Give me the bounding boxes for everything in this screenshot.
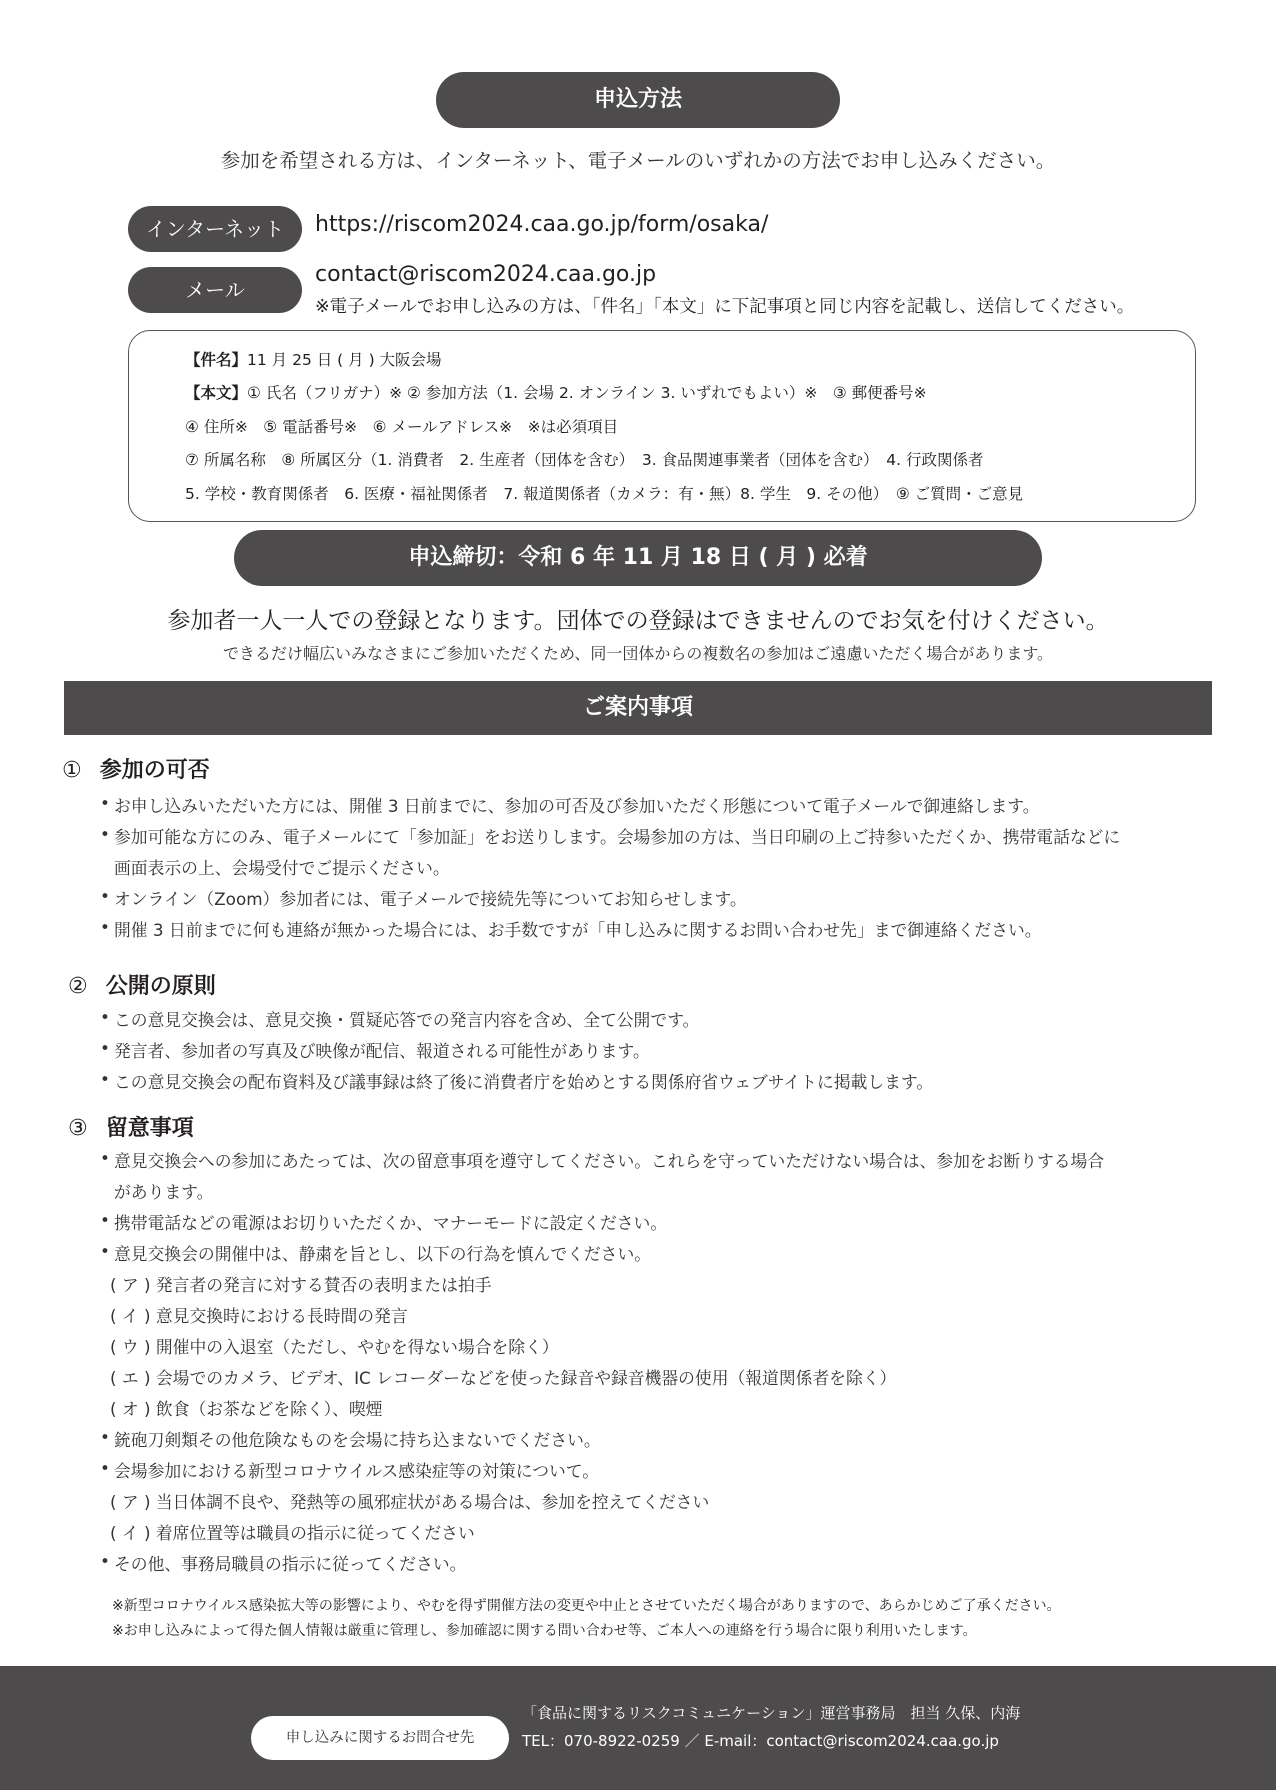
- deadline-banner: 申込締切：令和 6 年 11 月 18 日 ( 月 ) 必着: [234, 530, 1042, 586]
- subject-value: 11 月 25 日 ( 月 ) 大阪会場: [247, 351, 442, 369]
- list-item: • 開催 3 日前までに何も連絡が無かった場合には、お手数ですが「申し込みに関するお問い合わせ先」まで御連絡ください。: [100, 917, 1042, 940]
- list-item-continuation: 画面表示の上、会場受付でご提示ください。: [114, 858, 450, 878]
- list-item: • お申し込みいただいた方には、開催 3 日前までに、参加の可否及び参加いただく形態について電子メールで御連絡します。: [100, 793, 1040, 816]
- body-line-1: [185, 381, 927, 403]
- sub-item: ( ア ) 当日体調不良や、発熱等の風邪症状がある場合は、参加を控えてください: [110, 1492, 710, 1512]
- body-line-2: ④ 住所※ ⑤ 電話番号※ ⑥ メールアドレス※ ※は必須項目: [185, 418, 619, 436]
- body-line-3: ⑦ 所属名称 ⑧ 所属区分（1. 消費者 2. 生産者（団体を含む） 3. 食品関連事業者（団体を含む） 4. 行政関係者: [185, 451, 984, 469]
- sub-item: ( イ ) 意見交換時における長時間の発言: [110, 1306, 408, 1326]
- application-method-title: 申込方法: [436, 72, 840, 128]
- register-note: 参加者一人一人での登録となります。団体での登録はできませんのでお気を付けください。: [167, 608, 1109, 634]
- section-number: ②: [68, 974, 88, 999]
- section-heading-disclosure: [68, 969, 216, 1000]
- list-item: • 参加可能な方にのみ、電子メールにて「参加証」をお送りします。会場参加の方は、当日印刷の上ご持参いただくか、携帯電話などに: [100, 824, 1121, 847]
- list-item: • 会場参加における新型コロナウイルス感染症等の対策について。: [100, 1458, 599, 1481]
- footnote: ※新型コロナウイルス感染拡大等の影響により、やむを得ず開催方法の変更や中止とさせていただく場合がありますので、あらかじめご了承ください。: [112, 1598, 1061, 1614]
- body-line-4: 5. 学校・教育関係者 6. 医療・福祉関係者 7. 報道関係者（カメラ：有・無）8. 学生 9. その他） ⑨ ご質問・ご意見: [185, 485, 1024, 503]
- section-title: 公開の原則: [105, 974, 216, 999]
- sub-item: ( エ ) 会場でのカメラ、ビデオ、IC レコーダーなどを使った録音や録音機器の使用（報道関係者を除く）: [110, 1368, 897, 1388]
- list-item: • オンライン（Zoom）参加者には、電子メールで接続先等についてお知らせします。: [100, 886, 747, 909]
- list-item: • 携帯電話などの電源はお切りいただくか、マナーモードに設定ください。: [100, 1210, 668, 1233]
- list-item: • 銃砲刀剣類その他危険なものを会場に持ち込まないでください。: [100, 1427, 601, 1450]
- list-item-continuation: があります。: [114, 1182, 214, 1202]
- list-item: • その他、事務局職員の指示に従ってください。: [100, 1551, 467, 1574]
- register-subnote: できるだけ幅広いみなさまにご参加いただくため、同一団体からの複数名の参加はご遠慮いただく場合があります。: [222, 644, 1054, 663]
- mail-address-link[interactable]: contact@riscom2024.caa.go.jp: [315, 262, 657, 287]
- footer-organization: 「食品に関するリスクコミュニケーション」運営事務局 担当 久保、内海: [522, 1704, 1021, 1722]
- list-item: • この意見交換会は、意見交換・質疑応答での発言内容を含め、全て公開です。: [100, 1007, 700, 1030]
- footer-contact-info: TEL：070-8922-0259 ／ E-mail：contact@riscom2024.caa.go.jp: [522, 1732, 999, 1750]
- subject-label: 【件名】: [185, 351, 248, 369]
- sub-item: ( ウ ) 開催中の入退室（ただし、やむを得ない場合を除く）: [110, 1337, 559, 1357]
- section-title: 留意事項: [105, 1116, 194, 1141]
- sub-item: ( ア ) 発言者の発言に対する賛否の表明または拍手: [110, 1275, 492, 1295]
- list-item: • 発言者、参加者の写真及び映像が配信、報道される可能性があります。: [100, 1038, 650, 1061]
- sub-item: ( オ ) 飲食（お茶などを除く）、喫煙: [110, 1399, 383, 1419]
- subject-line: [185, 348, 442, 370]
- internet-label: インターネット: [128, 206, 302, 252]
- mail-format-box: [128, 330, 1196, 522]
- list-item: • 意見交換会への参加にあたっては、次の留意事項を遵守してください。これらを守っていただけない場合は、参加をお断りする場合: [100, 1148, 1105, 1171]
- section-number: ③: [68, 1116, 88, 1141]
- info-section-title: ご案内事項: [64, 681, 1212, 735]
- list-item: • この意見交換会の配布資料及び議事録は終了後に消費者庁を始めとする関係府省ウェブサイトに掲載します。: [100, 1069, 934, 1092]
- body-line-1-text: ① 氏名（フリガナ）※ ② 参加方法（1. 会場 2. オンライン 3. いずれでもよい）※ ③ 郵便番号※: [247, 384, 927, 402]
- internet-url-link[interactable]: https://riscom2024.caa.go.jp/form/osaka/: [315, 212, 769, 237]
- mail-note: ※電子メールでお申し込みの方は、「件名」「本文」に下記事項と同じ内容を記載し、送信してください。: [315, 297, 1135, 317]
- section-heading-participation: [62, 753, 210, 784]
- section-title: 参加の可否: [99, 758, 210, 783]
- application-intro: 参加を希望される方は、インターネット、電子メールのいずれかの方法でお申し込みください。: [220, 149, 1056, 172]
- footnote: ※お申し込みによって得た個人情報は厳重に管理し、参加確認に関する問い合わせ等、ご本人への連絡を行う場合に限り利用いたします。: [112, 1623, 977, 1639]
- section-heading-notes: [68, 1111, 194, 1142]
- footer: [0, 1666, 1276, 1790]
- list-item: • 意見交換会の開催中は、静粛を旨とし、以下の行為を慎んでください。: [100, 1241, 652, 1264]
- body-label: 【本文】: [185, 384, 248, 402]
- section-number: ①: [62, 758, 82, 783]
- sub-item: ( イ ) 着席位置等は職員の指示に従ってください: [110, 1523, 475, 1543]
- contact-label-pill: 申し込みに関するお問合せ先: [251, 1716, 509, 1760]
- mail-label: メール: [128, 267, 302, 313]
